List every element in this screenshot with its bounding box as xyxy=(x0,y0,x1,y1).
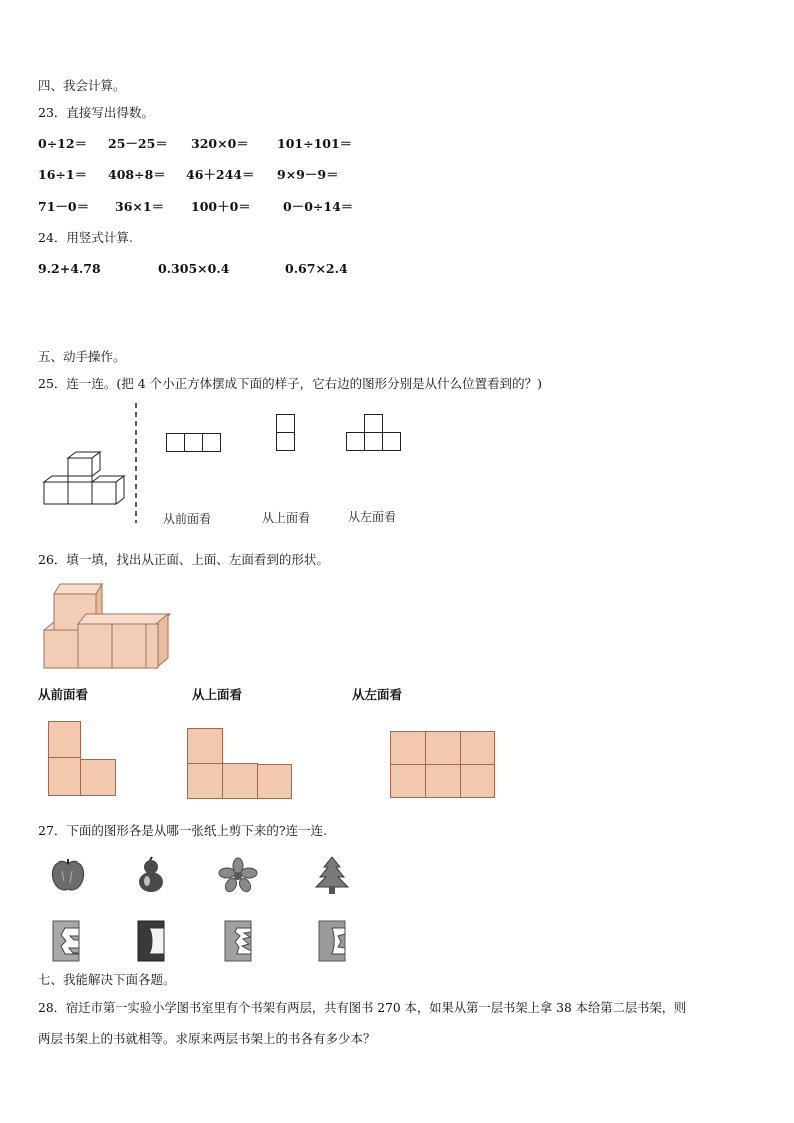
paper-notch-icon xyxy=(318,920,348,962)
paper-e-jagged-icon xyxy=(224,920,254,962)
question-23-title: 23．直接写出得数。 xyxy=(38,105,154,120)
q23-item: 36×1＝ xyxy=(115,199,165,214)
flower-icon xyxy=(220,858,256,892)
q25-view-three-in-row xyxy=(166,433,222,453)
q23-item: 71－0＝ xyxy=(38,199,90,214)
q25-view-t-shape xyxy=(346,414,404,454)
q23-item: 0－0÷14＝ xyxy=(283,199,354,214)
gourd-icon xyxy=(135,857,169,893)
q24-item: 9.2+4.78 xyxy=(38,261,101,276)
q25-view-two-stacked xyxy=(276,414,296,454)
paper-c-icon xyxy=(137,920,167,962)
section-heading-4: 四、我会计算。 xyxy=(38,78,126,93)
q23-item: 46＋244＝ xyxy=(186,167,255,182)
question-26-title: 26．填一填，找出从正面、上面、左面看到的形状。 xyxy=(38,552,329,567)
question-28-line-2: 两层书架上的书就相等。求原来两层书架上的书各有多少本？ xyxy=(38,1031,376,1046)
question-28-line-1: 28．宿迁市第一实验小学图书室里有个书架有两层，共有图书 270 本，如果从第一层书架上拿 38 本给第二层书架，则 xyxy=(38,1001,687,1015)
question-25-title: 25．连一连。(把 4 个小正方体摆成下面的样子，它右边的图形分别是从什么位置看到的？) xyxy=(38,376,543,391)
q25-label-front: 从前面看 xyxy=(163,512,212,526)
q24-item: 0.67×2.4 xyxy=(285,261,348,276)
dashed-divider xyxy=(134,403,138,523)
q25-cube-stack-figure xyxy=(44,450,124,512)
q23-item: 100＋0＝ xyxy=(191,199,251,214)
q26-view-front xyxy=(48,721,118,797)
question-24-title: 24．用竖式计算. xyxy=(38,230,133,245)
section-heading-7: 七、我能解决下面各题。 xyxy=(38,972,176,987)
q25-label-left: 从左面看 xyxy=(348,510,397,524)
q23-item: 25－25＝ xyxy=(108,136,168,151)
q25-label-top: 从上面看 xyxy=(262,511,311,525)
q24-item: 0.305×0.4 xyxy=(158,261,230,276)
q26-label-front: 从前面看 xyxy=(38,687,89,702)
q26-label-top: 从上面看 xyxy=(192,687,243,702)
paper-e-icon xyxy=(52,920,82,962)
q23-item: 9×9－9＝ xyxy=(277,167,339,182)
q23-item: 16÷1＝ xyxy=(38,167,88,182)
q23-item: 320×0＝ xyxy=(191,136,249,151)
q26-view-top xyxy=(187,728,293,800)
q23-item: 0÷12＝ xyxy=(38,136,88,151)
question-27-title: 27．下面的图形各是从哪一张纸上剪下来的?连一连. xyxy=(38,823,328,838)
q23-item: 408÷8＝ xyxy=(108,167,166,182)
tree-icon xyxy=(316,857,348,895)
section-heading-5: 五、动手操作。 xyxy=(38,349,126,364)
apple-icon xyxy=(50,857,86,893)
q26-view-left xyxy=(390,731,496,799)
q26-label-left: 从左面看 xyxy=(352,687,403,702)
q26-colored-cube-figure xyxy=(44,580,172,672)
q23-item: 101÷101＝ xyxy=(277,136,353,151)
